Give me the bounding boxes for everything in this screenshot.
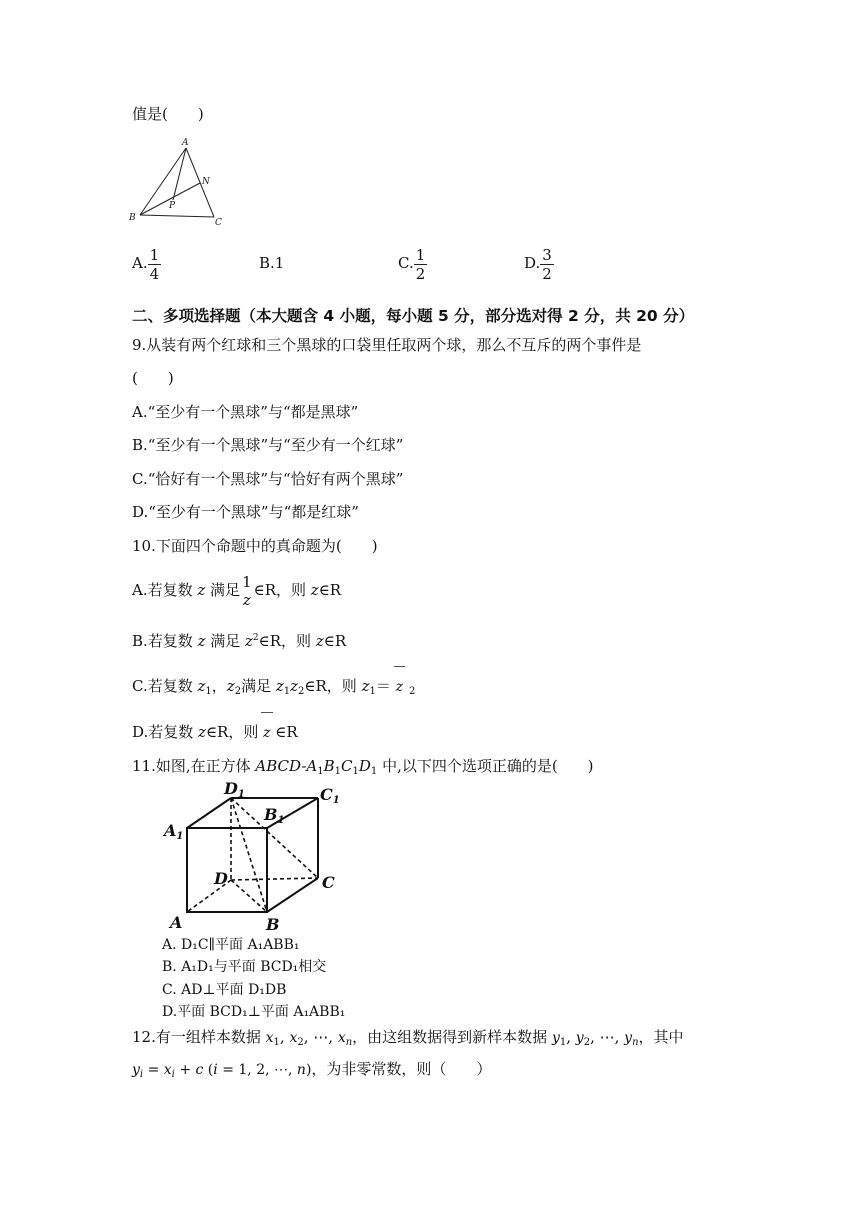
q11-option-a: A. D₁C∥平面 A₁ABB₁ bbox=[162, 937, 300, 953]
label-d1: D1 bbox=[224, 779, 245, 800]
q10-option-c: C.若复数 $z_1$，$z_2$满足 $z_1z_2\in R$，则 $z_1= z$ $_2$ bbox=[132, 677, 416, 697]
q11-option-c: C. AD⊥平面 D₁DB bbox=[162, 982, 287, 998]
label-b: B bbox=[129, 213, 136, 223]
label-c: C bbox=[215, 218, 222, 228]
label-c: C bbox=[322, 873, 335, 892]
label-n: N bbox=[202, 177, 210, 187]
label-c1: C1 bbox=[320, 785, 340, 806]
q11-option-d: D.平面 BCD₁⊥平面 A₁ABB₁ bbox=[162, 1004, 346, 1020]
q9-option-a: A.“至少有一个黑球”与“都是黑球” bbox=[132, 403, 359, 421]
q11-option-b: B. A₁D₁与平面 BCD₁相交 bbox=[162, 959, 327, 975]
triangle-figure bbox=[128, 134, 228, 230]
segment-ap bbox=[173, 148, 186, 200]
label-d: D bbox=[214, 869, 228, 888]
q8-option-a: A. $\frac{1}{4}$ bbox=[132, 245, 160, 283]
q8-option-d: D. $\frac{3}{2}$ bbox=[524, 245, 552, 283]
q8-stem-tail: 值是( ) bbox=[132, 105, 204, 123]
side-ab bbox=[140, 148, 186, 215]
q8-option-b: B.1 bbox=[259, 254, 285, 272]
diag-db bbox=[231, 880, 267, 912]
q9-stem: 9.从装有两个红球和三个黑球的口袋里任取两个球，那么不互斥的两个事件是 bbox=[132, 336, 642, 354]
q12-stem-line1: 12.有一组样本数据 $x_1$, $x_2$, ⋯, $x_n$，由这组数据得到新样本数据 $y_1$, $y_2$, ⋯, $y_n$，其中 bbox=[132, 1028, 684, 1048]
q12-stem-line2: $y_i = x_i + c$ (i = 1, 2, ⋯, n)，为非零常数，则（ ） bbox=[132, 1060, 492, 1080]
q10-stem: 10.下面四个命题中的真命题为( ) bbox=[132, 537, 378, 555]
label-b: B bbox=[266, 915, 280, 934]
q9-paren: ( ) bbox=[132, 369, 174, 387]
q10-option-b: B.若复数 z 满足 $z^2\in R$，则 z∈R bbox=[132, 632, 347, 650]
q9-option-b: B.“至少有一个黑球”与“至少有一个红球” bbox=[132, 436, 404, 454]
label-b1: B1 bbox=[264, 805, 285, 826]
q10-option-a: A.若复数 z 满足 1 z∈R，则 z∈R bbox=[132, 573, 342, 609]
label-a: A bbox=[170, 913, 183, 932]
cube-figure bbox=[160, 778, 350, 936]
q9-option-c: C.“恰好有一个黑球”与“恰好有两个黑球” bbox=[132, 470, 404, 488]
q11-stem: 11.如图,在正方体 ABCD-$A_1B_1C_1D_1$ 中,以下四个选项正确的是( ) bbox=[132, 757, 594, 777]
label-a: A bbox=[182, 138, 189, 148]
section-2-title: 二、多项选择题（本大题含 4 小题，每小题 5 分，部分选对得 2 分，共 20 分） bbox=[132, 307, 695, 325]
edge-dc bbox=[231, 878, 318, 880]
label-p: P bbox=[169, 201, 176, 211]
q8-option-c: C. $\frac{1}{2}$ bbox=[398, 245, 426, 283]
side-bc bbox=[140, 215, 214, 217]
q10-option-d: D.若复数 z∈R，则 z ∈R bbox=[132, 723, 298, 741]
label-a1: A1 bbox=[164, 821, 184, 842]
q9-option-d: D.“至少有一个黑球”与“都是红球” bbox=[132, 503, 359, 521]
